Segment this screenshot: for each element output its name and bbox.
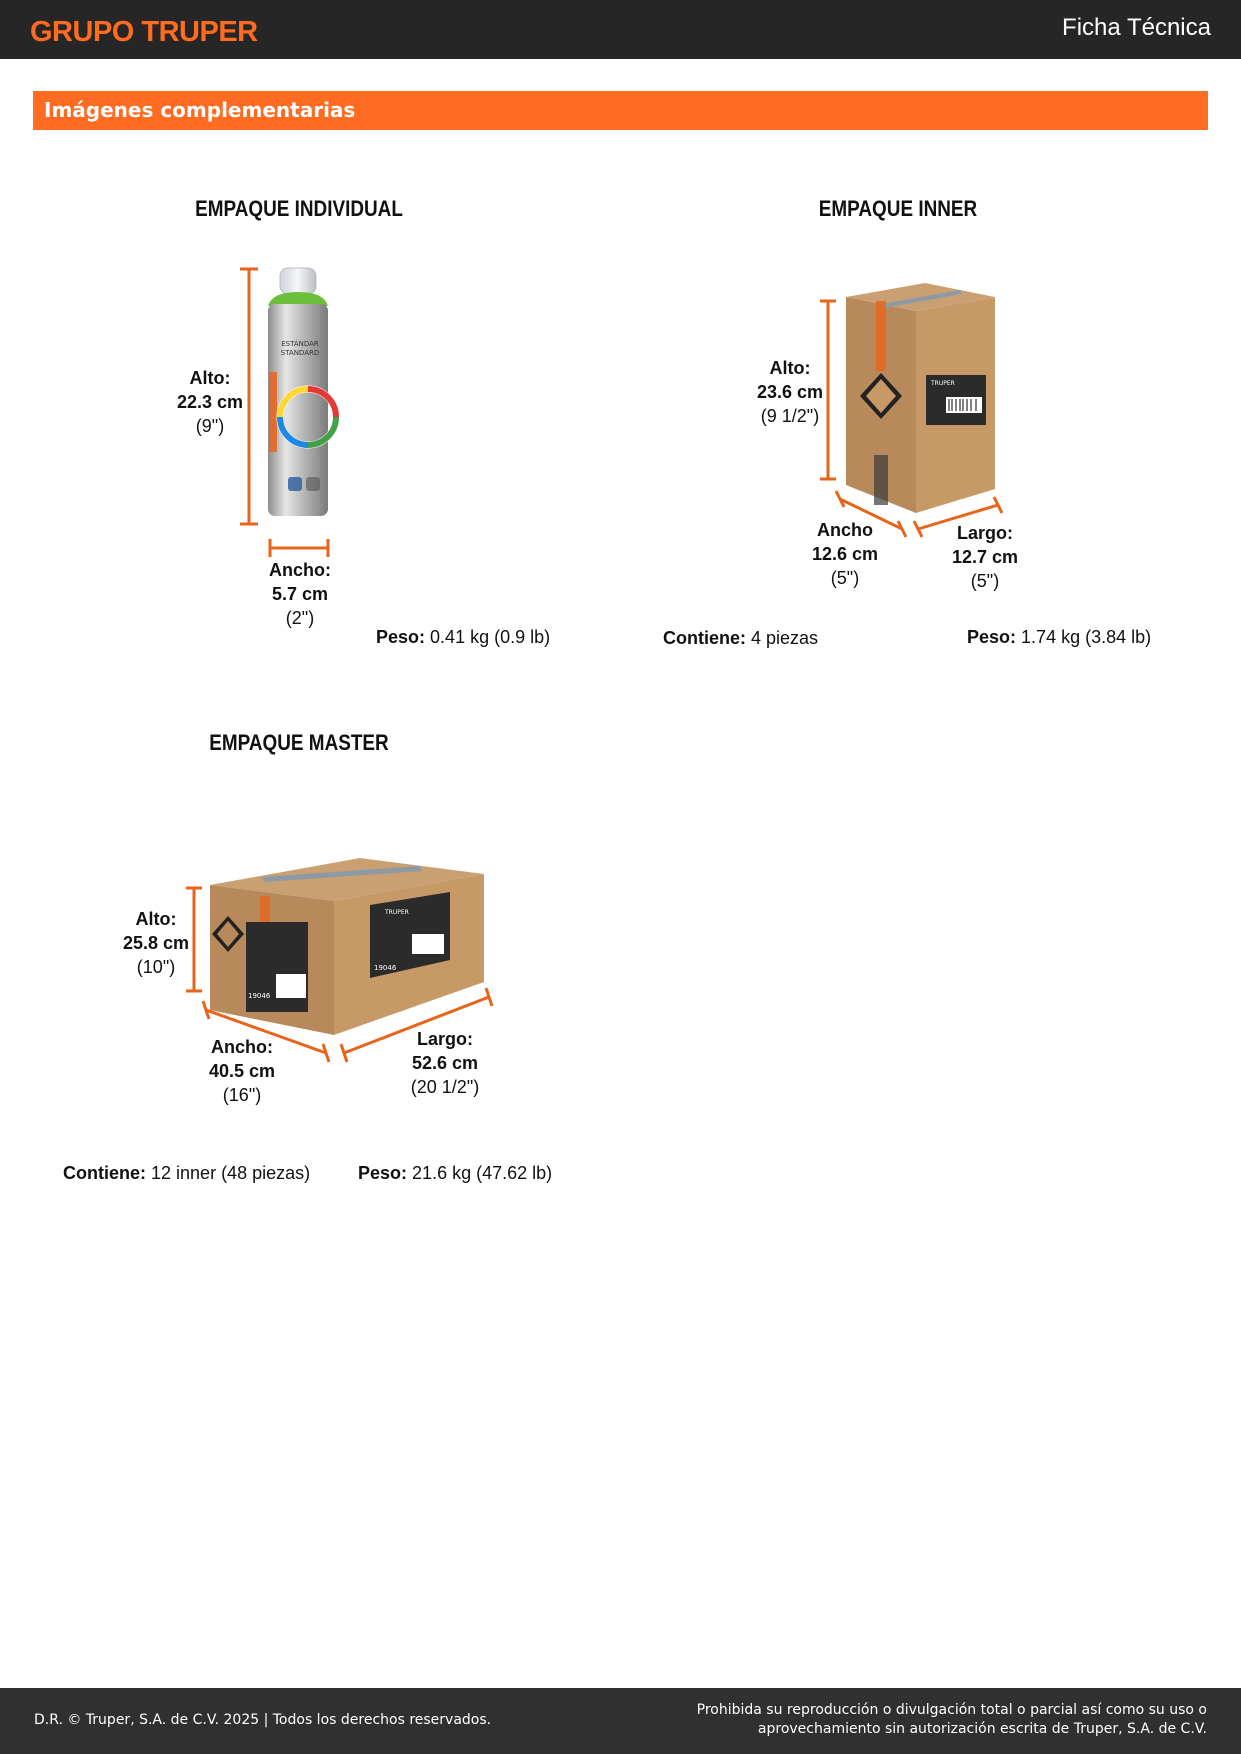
can-label-estandar: ESTÁNDAR [281,340,319,348]
top-header-bar [0,0,1241,59]
inner-length-label: Largo: 12.7 cm (5") [951,523,1019,591]
section-header-bar [33,91,1208,130]
inner-contents: Contiene: 4 piezas [663,628,819,648]
inner-height-label: Alto: 23.6 cm (9 1/2") [756,358,824,426]
document-type-title: Ficha Técnica [1062,14,1211,41]
footer-bar [0,1688,1241,1754]
master-length-label: Largo: 52.6 cm (20 1/2") [410,1029,480,1097]
master-height-label: Alto: 25.8 cm (10") [122,909,190,977]
footer-notice-line-2: aprovechamiento sin autorización escrita de Truper, S.A. de C.V. [757,1721,1207,1737]
master-package-title: EMPAQUE MASTER [209,730,389,755]
box-code-text-left: 19046 [248,992,271,1000]
box-brand-text: TRUPER [931,380,955,387]
footer-notice [647,1701,1207,1739]
inner-width-label: Ancho 12.6 cm (5") [811,520,879,588]
footer-copyright: D.R. © Truper, S.A. de C.V. 2025 | Todos los derechos reservados. [34,1712,492,1728]
individual-package-title: EMPAQUE INDIVIDUAL [195,196,403,221]
master-contents: Contiene: 12 inner (48 piezas) [63,1163,311,1183]
master-weight: Peso: 21.6 kg (47.62 lb) [358,1163,553,1183]
master-width-label: Ancho: 40.5 cm (16") [208,1037,276,1105]
grupo-truper-logo: GRUPO TRUPER [30,16,258,48]
box-brand-text-master: TRUPER [385,909,409,916]
inner-box-illustration [810,275,1010,545]
box-code-text-right: 19046 [374,964,397,972]
individual-height-label: Alto: 22.3 cm (9") [176,368,244,436]
individual-weight: Peso: 0.41 kg (0.9 lb) [376,627,551,647]
can-label-standard: STANDARD [280,349,320,357]
individual-width-label: Ancho: 5.7 cm (2") [269,560,331,628]
footer-notice-line-1: Prohibida su reproducción o divulgación total o parcial así como su uso o [696,1702,1207,1718]
width-dimension-line [270,539,328,557]
inner-package-title: EMPAQUE INNER [818,196,978,221]
section-title: Imágenes complementarias [44,98,356,122]
inner-weight: Peso: 1.74 kg (3.84 lb) [967,627,1152,647]
